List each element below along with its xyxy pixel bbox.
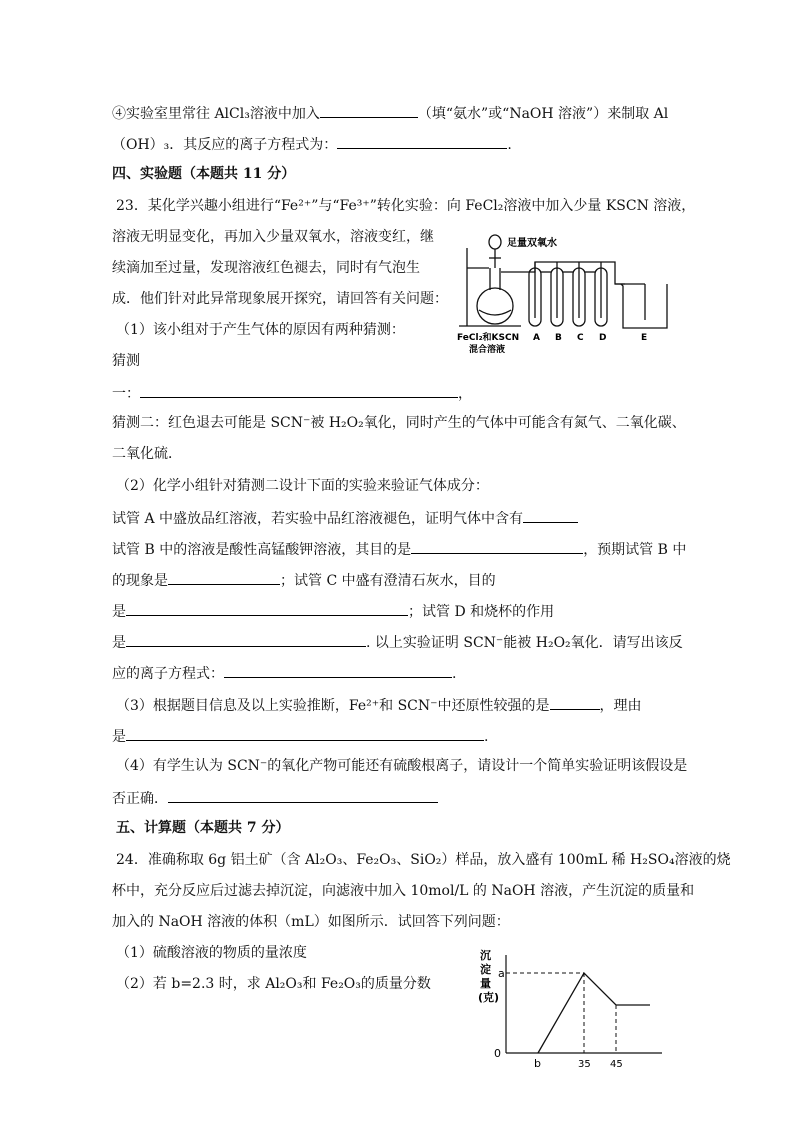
guess1-label: 猜测: [112, 353, 140, 369]
apparatus-figure: [455, 228, 675, 358]
tube-label-e: E: [641, 333, 648, 343]
q23-intro-3: 续滴加至过量，发现溶液红色褪去，同时有气泡生: [112, 260, 420, 276]
y-label-2: 淀: [480, 963, 491, 976]
q23-part2: （2）化学小组针对猜测二设计下面的实验来验证气体成分：: [116, 478, 489, 494]
q24-line1: 24．准确称取 6g 铝土矿（含 Al₂O₃、Fe₂O₃、SiO₂）样品，放入盛有 100mL 稀 H₂SO₄溶液的烧: [116, 852, 731, 868]
equation-text: 应的离子方程式：: [112, 666, 224, 682]
answer-blank[interactable]: [411, 539, 583, 554]
part3-text3: 是: [112, 729, 126, 745]
q22-4-line1: [112, 103, 668, 123]
funnel-label: 足量双氧水: [507, 238, 557, 249]
y-label-1: 沉: [480, 949, 491, 962]
tube-label-a: A: [533, 333, 540, 343]
part4-text: 否正确．: [112, 791, 168, 807]
tube-d-text: ；试管 D 和烧杯的作用: [408, 604, 555, 620]
tube-d-line2: [112, 632, 683, 652]
q22-4-line2: [112, 134, 512, 154]
q22-4-line2-prefix: （OH）₃．其反应的离子方程式为：: [112, 137, 338, 153]
answer-blank[interactable]: [320, 103, 418, 118]
answer-blank[interactable]: [168, 788, 438, 803]
tube-c-text: ；试管 C 中盛有澄清石灰水，目的: [280, 573, 496, 589]
q23-part1: （1）该小组对于产生气体的原因有两种猜测：: [116, 322, 405, 338]
answer-blank[interactable]: [126, 726, 484, 741]
q23-part3-line1: [116, 695, 642, 715]
q24-question2: （2）若 b=2.3 时，求 Al₂O₃和 Fe₂O₃的质量分数: [116, 976, 431, 992]
dropping-funnel: [489, 235, 501, 268]
tube-c-line2: [112, 601, 554, 621]
comma: ，: [458, 386, 472, 402]
q23-intro-2: 溶液无明显变化，再加入少量双氧水，溶液变红，继: [112, 229, 434, 245]
answer-blank[interactable]: [550, 695, 600, 710]
guess2-line1: 猜测二：红色退去可能是 SCN⁻被 H₂O₂氧化，同时产生的气体中可能含有氮气、二氧化碳、: [112, 415, 686, 431]
tube-b-text: 试管 B 中的溶液是酸性高锰酸钾溶液，其目的是: [112, 542, 412, 558]
conclusion-text: . 以上实验证明 SCN⁻能被 H₂O₂氧化．请写出该反: [366, 635, 683, 651]
tube-d-text2: 是: [112, 635, 126, 651]
beaker: [615, 284, 667, 328]
precipitate-chart: [478, 945, 668, 1075]
q24-question1: （1）硫酸溶液的物质的量浓度: [116, 945, 307, 961]
q22-4-suffix: （填“氨水”或“NaOH 溶液”）来制取 Al: [417, 106, 669, 122]
answer-blank[interactable]: [126, 632, 366, 647]
answer-blank[interactable]: [224, 663, 452, 678]
guess1-prefix: 一：: [112, 386, 140, 402]
answer-blank[interactable]: [140, 383, 458, 398]
y-tick-a: a: [498, 967, 505, 980]
x-tick-b: b: [534, 1057, 541, 1070]
tube-b-line2: [112, 570, 496, 590]
section-4-title: 四、实验题（本题共 11 分）: [112, 166, 296, 182]
answer-blank[interactable]: [337, 134, 507, 149]
q23-intro-1: 23．某化学兴趣小组进行“Fe²⁺”与“Fe³⁺”转化实验：向 FeCl₂溶液中加入少量 KSCN 溶液，: [116, 198, 696, 214]
flask-label-1: FeCl₂和KSCN: [457, 333, 520, 343]
y-label-4: (克): [478, 991, 500, 1004]
tube-c-text2: 是: [112, 604, 126, 620]
x-tick-45: 45: [610, 1059, 623, 1070]
tube-a-text: 试管 A 中盛放品红溶液，若实验中品红溶液褪色，证明气体中含有: [112, 511, 524, 527]
answer-blank[interactable]: [523, 508, 578, 523]
period: .: [484, 729, 489, 745]
q23-part3-line2: [112, 726, 488, 746]
tube-label-d: D: [599, 333, 607, 343]
tube-a-line: [112, 508, 578, 528]
precipitate-line: [538, 973, 650, 1053]
y-axis-label: [478, 948, 499, 1004]
guess1-line: [112, 383, 472, 403]
tube-b-text3: 的现象是: [112, 573, 168, 589]
tube-label-c: C: [577, 333, 584, 343]
y-tick-0: 0: [494, 1047, 501, 1060]
equation-line: [112, 663, 456, 683]
period: .: [452, 666, 457, 682]
tube-b-text2: ，预期试管 B 中: [583, 542, 687, 558]
part3-text2: ，理由: [599, 698, 642, 714]
answer-blank[interactable]: [126, 601, 408, 616]
part3-text: （3）根据题目信息及以上实验推断，Fe²⁺和 SCN⁻中还原性较强的是: [116, 698, 550, 714]
answer-blank[interactable]: [168, 570, 280, 585]
y-label-3: 量: [480, 977, 491, 990]
q24-line3: 加入的 NaOH 溶液的体积（mL）如图所示．试回答下列问题：: [112, 914, 510, 930]
flask-label-2: 混合溶液: [469, 345, 506, 355]
q23-intro-4: 成．他们针对此异常现象展开探究，请回答有关问题：: [112, 291, 448, 307]
tube-b-line: [112, 539, 686, 559]
guess2-line2: 二氧化硫．: [112, 446, 182, 462]
q22-4-prefix: ④实验室里常往 AlCl₃溶液中加入: [112, 106, 320, 122]
section-5-title: 五、计算题（本题共 7 分）: [116, 820, 290, 836]
round-flask: [477, 268, 513, 324]
period: .: [507, 137, 512, 153]
tube-label-b: B: [555, 333, 562, 343]
q23-part4-line2: [112, 788, 438, 808]
q23-part4-line1: （4）有学生认为 SCN⁻的氧化产物可能还有硫酸根离子，请设计一个简单实验证明该假设是: [116, 758, 688, 774]
x-tick-35: 35: [578, 1059, 591, 1070]
q24-line2: 杯中，充分反应后过滤去掉沉淀，向滤液中加入 10mol/L 的 NaOH 溶液，产生沉淀的质量和: [112, 883, 695, 899]
test-tubes: [529, 262, 607, 326]
